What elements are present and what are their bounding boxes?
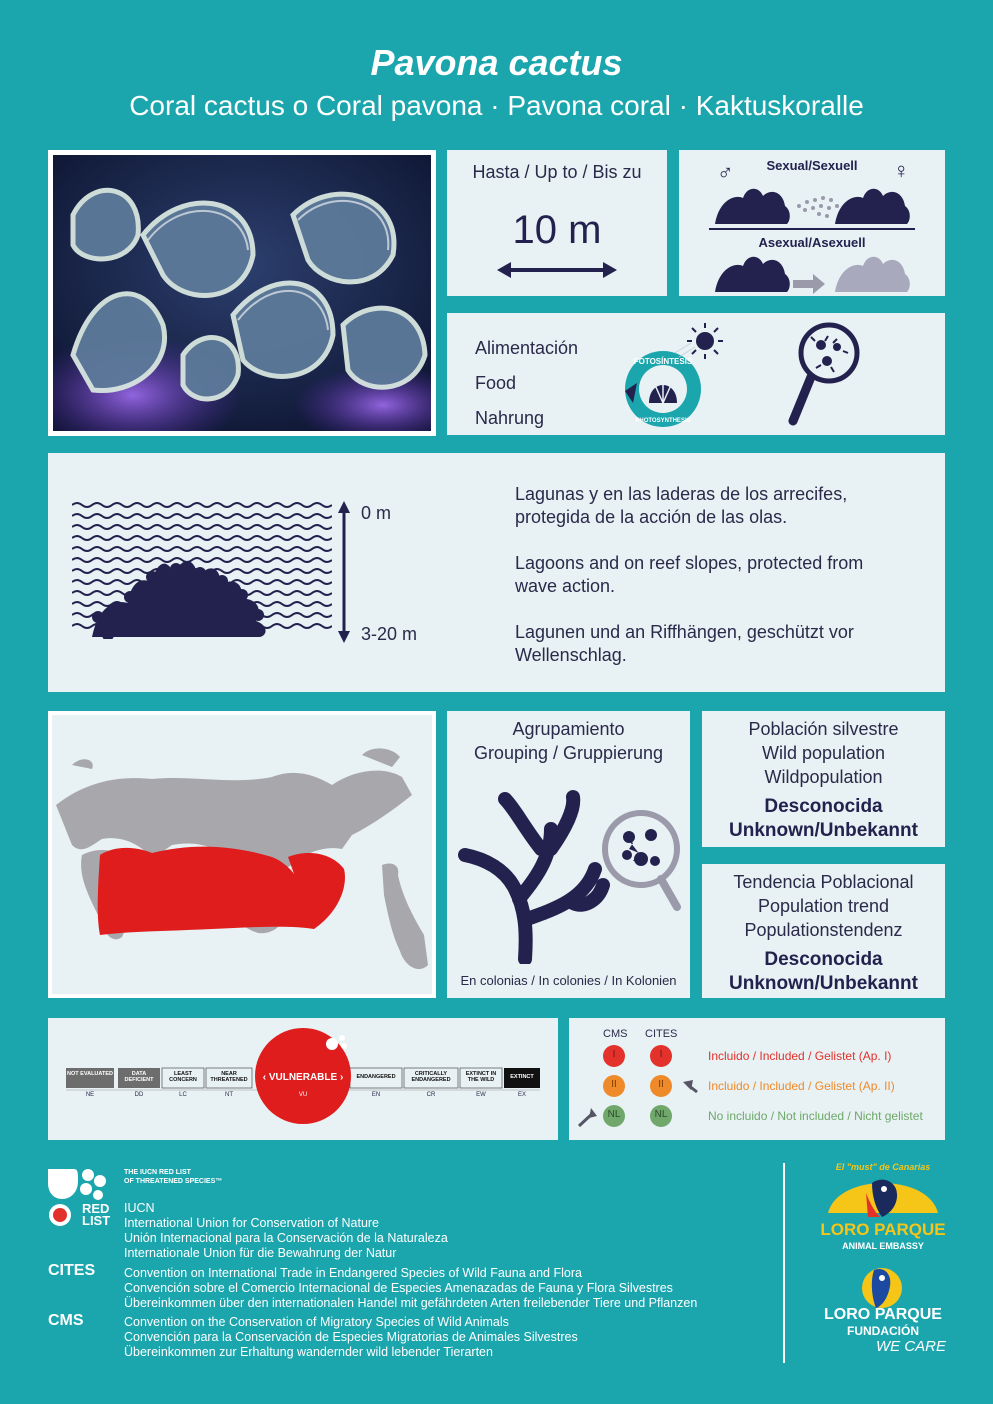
- depth-arrow-icon: [336, 501, 352, 643]
- listings-panel: [569, 1018, 945, 1140]
- habitat-text-en: Lagoons and on reef slopes, protected from wave action.: [515, 553, 864, 596]
- food-panel: [447, 313, 945, 435]
- population-trend-status-1: Desconocida: [764, 949, 883, 970]
- female-icon: ♀: [893, 158, 910, 183]
- reproduction-panel: [679, 150, 945, 296]
- listing-text-3: No incluido / Not included / Nicht gelistet: [708, 1109, 923, 1123]
- photosynthesis-icon: [619, 317, 729, 433]
- grouping-caption: En colonias / In colonies / In Kolonien: [460, 973, 677, 988]
- category-ew: EXTINCT IN THE WILD: [465, 1071, 497, 1083]
- size-panel: [447, 150, 667, 296]
- wild-population-label-de: Wildpopulation: [764, 767, 883, 787]
- code-ex: EX: [517, 1092, 526, 1098]
- fundacion-slogan: WE CARE: [876, 1338, 947, 1355]
- code-ne: NE: [85, 1092, 95, 1098]
- grouping-title-2: Grouping / Gruppierung: [473, 743, 664, 763]
- wave-line: [72, 558, 332, 562]
- size-label: Hasta / Up to / Bis zu: [472, 162, 642, 182]
- magnifier-plankton-icon: [783, 321, 863, 431]
- size-value: 10 m: [512, 208, 602, 252]
- wild-population-status-2: Unknown/Unbekannt: [729, 820, 918, 841]
- redlist-scale-panel: [48, 1018, 558, 1140]
- distribution-map: [48, 711, 436, 998]
- redlist-title-1: THE IUCN RED LIST: [124, 1169, 191, 1176]
- code-lc: LC: [179, 1092, 187, 1098]
- population-trend-status-2: Unknown/Unbekannt: [729, 973, 918, 994]
- cms-mark-2: II: [611, 1079, 617, 1090]
- coral-photo-image: [53, 155, 431, 431]
- category-dd: DATA DEFICIENT: [124, 1071, 154, 1083]
- depth-top-label: 0 m: [361, 503, 392, 523]
- wave-line: [72, 503, 332, 507]
- loro-parque-logo: [818, 1163, 948, 1223]
- food-label-en: Food: [475, 373, 517, 393]
- listing-text-2: Incluido / Included / Gelistet (Ap. II): [708, 1079, 895, 1093]
- cms-abbr: CMS: [48, 1312, 84, 1329]
- cites-line-es: Convención sobre el Comercio Internacional de Especies Amenazadas de Fauna y Flora Silvestres: [124, 1281, 673, 1295]
- population-trend-panel: [702, 864, 945, 998]
- cms-line-es: Convención para la Conservación de Especies Migratorias de Animales Silvestres: [124, 1330, 578, 1344]
- cms-mark-3: NL: [607, 1109, 621, 1120]
- coral-photo: [48, 150, 436, 436]
- wave-line: [72, 514, 332, 518]
- male-icon: ♂: [717, 160, 734, 185]
- divider: [709, 228, 915, 230]
- asexual-reproduction-icon: [715, 250, 915, 294]
- species-common-names: Coral cactus o Coral pavona · Pavona coral · Kaktuskoralle: [129, 90, 864, 121]
- cites-abbr: CITES: [48, 1262, 96, 1279]
- depth-bottom-label: 3-20 m: [361, 624, 418, 644]
- code-nt: NT: [225, 1092, 233, 1098]
- population-trend-label-es: Tendencia Poblacional: [733, 872, 914, 892]
- loro-tagline: El "must" de Canarias: [835, 1162, 931, 1172]
- iucn-abbr: IUCN: [124, 1201, 155, 1215]
- loro-parque-fundacion-logo: [852, 1264, 912, 1310]
- cites-line-de: Übereinkommen über den internationalen Handel mit gefährdeten Arten freilebender Tiere und Pflanzen: [124, 1296, 698, 1310]
- wild-population-status-1: Desconocida: [764, 796, 883, 817]
- habitat-text-de: Lagunen und an Riffhängen, geschützt vor Wellenschlag.: [515, 622, 854, 665]
- listing-markers: [569, 1044, 699, 1140]
- wave-line: [72, 525, 332, 529]
- cms-column-header: CMS: [603, 1028, 628, 1040]
- wild-population-label-en: Wild population: [761, 743, 886, 763]
- code-dd: DD: [134, 1092, 144, 1098]
- cites-mark-2: II: [658, 1079, 664, 1090]
- loro-parque-name: LORO PARQUE: [820, 1220, 946, 1239]
- iucn-line-de: Internationale Union für die Bewahrung der Natur: [124, 1246, 397, 1260]
- category-lc: LEAST CONCERN: [169, 1071, 197, 1083]
- fundacion-name: LORO PARQUE: [824, 1306, 942, 1323]
- double-arrow-icon: [497, 260, 617, 280]
- habitat-text-es: Lagunas y en las laderas de los arrecifes, protegida de la acción de las olas.: [515, 484, 848, 527]
- habitat-panel: [48, 453, 945, 692]
- food-label-es: Alimentación: [475, 338, 579, 358]
- sexual-label: Sexual/Sexuell: [766, 158, 858, 173]
- footer-divider: [783, 1163, 785, 1363]
- asexual-label: Asexual/Asexuell: [758, 235, 866, 250]
- code-cr: CR: [426, 1092, 436, 1098]
- cites-line-en: Convention on International Trade in Endangered Species of Wild Fauna and Flora: [124, 1266, 582, 1280]
- badge-top-text: FOTOSÍNTESIS: [633, 357, 693, 366]
- current-category-label: ‹ VULNERABLE ›: [262, 1072, 344, 1083]
- world-map: [52, 715, 432, 994]
- wave-line: [72, 547, 332, 551]
- listing-text-1: Incluido / Included / Gelistet (Ap. I): [708, 1049, 892, 1063]
- category-nt: NEAR THREATENED: [210, 1071, 248, 1083]
- cms-mark-1: I: [612, 1049, 616, 1060]
- population-trend-label-en: Population trend: [757, 896, 890, 916]
- category-cr: CRITICALLY ENDANGERED: [411, 1071, 451, 1083]
- code-en: EN: [371, 1092, 381, 1098]
- category-ex: EXTINCT: [510, 1074, 534, 1080]
- grouping-title-1: Agrupamiento: [512, 719, 625, 739]
- redlist-logo-text: RED LIST: [82, 1201, 111, 1228]
- cms-line-en: Convention on the Conservation of Migratory Species of Wild Animals: [124, 1315, 509, 1329]
- population-trend-label-de: Populationstendenz: [744, 920, 903, 940]
- cms-line-de: Übereinkommen zur Erhaltung wandernder wild lebender Tierarten: [124, 1345, 493, 1359]
- wild-population-panel: [702, 711, 945, 847]
- redlist-title-2: OF THREATENED SPECIES™: [124, 1178, 223, 1185]
- current-category-text: VULNERABLE: [268, 1072, 338, 1083]
- loro-parque-sub: ANIMAL EMBASSY: [842, 1241, 924, 1251]
- current-category-code: VU: [298, 1092, 308, 1098]
- iucn-line-es: Unión Internacional para la Conservación de la Naturaleza: [124, 1231, 448, 1245]
- wave-line: [72, 536, 332, 540]
- water-depth-icon: [72, 499, 332, 639]
- category-en: ENDANGERED: [356, 1074, 396, 1080]
- sexual-reproduction-icon: [715, 180, 915, 226]
- code-ew: EW: [476, 1092, 486, 1098]
- species-scientific-name: Pavona cactus: [370, 42, 623, 83]
- grouping-panel: [447, 711, 690, 998]
- cites-mark-1: I: [659, 1049, 663, 1060]
- fundacion-sub: FUNDACIÓN: [847, 1324, 919, 1338]
- badge-bottom-text: PHOTOSYNTHESIS: [635, 418, 691, 424]
- cites-column-header: CITES: [645, 1028, 678, 1040]
- iucn-line-en: International Union for Conservation of Nature: [124, 1216, 380, 1230]
- cites-mark-3: NL: [654, 1109, 668, 1120]
- wild-population-label-es: Población silvestre: [748, 719, 899, 739]
- food-label-de: Nahrung: [475, 408, 545, 428]
- category-ne: NOT EVALUATED: [67, 1071, 113, 1077]
- colony-icon: [455, 789, 685, 964]
